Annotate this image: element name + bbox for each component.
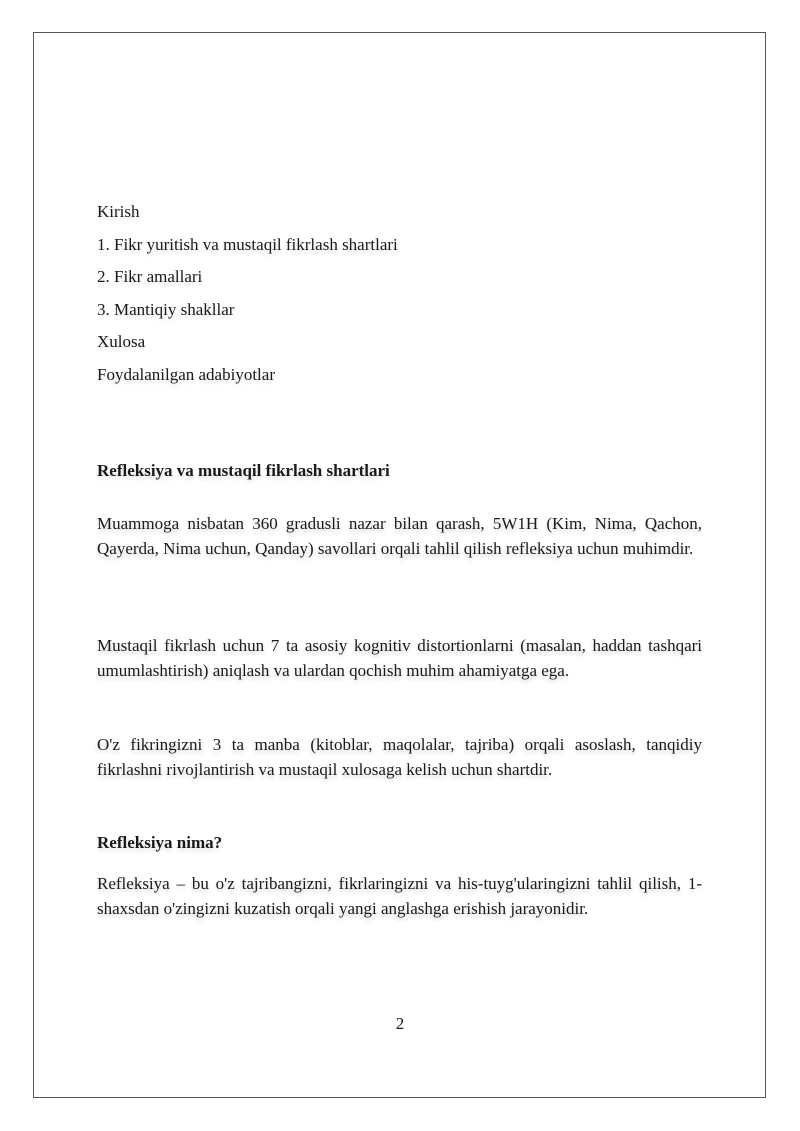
section-heading: Refleksiya nima? — [97, 833, 223, 852]
toc-item: Kirish — [97, 202, 140, 221]
paragraph: Muammoga nisbatan 360 gradusli nazar bilan qarash, 5W1H (Kim, Nima, Qachon, Qayerda, Nima uchun, Qanday) savollari orqali tahlil qilish refleksiya uchun muhimdir. — [97, 514, 702, 558]
section-heading: Refleksiya va mustaqil fikrlash shartlari — [97, 461, 390, 480]
toc-item: Xulosa — [97, 332, 146, 351]
paragraph: Refleksiya – bu o'z tajribangizni, fikrlaringizni va his-tuyg'ularingizni tahlil qilish, 1-shaxsdan o'zingizni kuzatish orqali yangi anglashga erishish jarayonidir. — [97, 874, 702, 918]
toc-item: Foydalanilgan adabiyotlar — [97, 365, 275, 384]
paragraph: Mustaqil fikrlash uchun 7 ta asosiy kognitiv distortionlarni (masalan, haddan tashqari umumlashtirish) aniqlash va ulardan qochish muhim ahamiyatga ega. — [97, 636, 702, 680]
toc-item: 1. Fikr yuritish va mustaqil fikrlash shartlari — [97, 235, 398, 254]
toc-item: 2. Fikr amallari — [97, 267, 203, 286]
paragraph: O'z fikringizni 3 ta manba (kitoblar, maqolalar, tajriba) orqali asoslash, tanqidiy fikrlashni rivojlantirish va mustaqil xulosaga kelish uchun shartdir. — [97, 735, 702, 779]
toc-item: 3. Mantiqiy shakllar — [97, 300, 235, 319]
page-number: 2 — [395, 1014, 405, 1033]
page-frame — [33, 32, 766, 1098]
